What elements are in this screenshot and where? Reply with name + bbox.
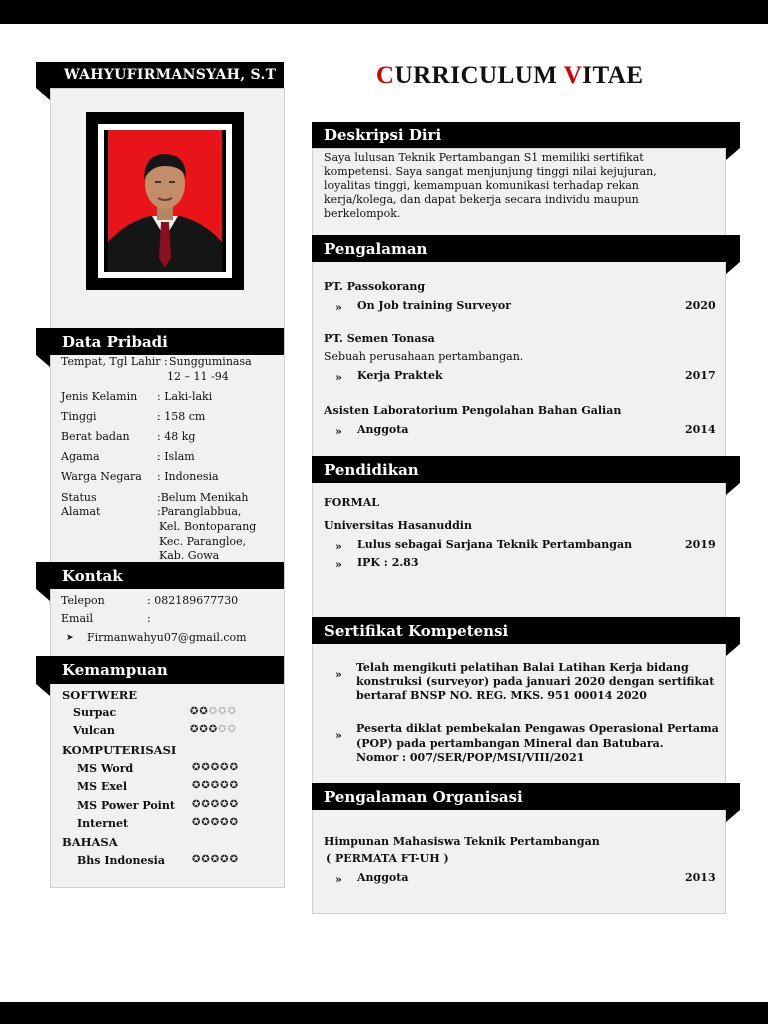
rating-star-icon: ✪ bbox=[220, 817, 230, 828]
rating-vulcan bbox=[190, 724, 237, 735]
tinggi-value: : 158 cm bbox=[157, 410, 206, 423]
rating-star-icon: ✪ bbox=[218, 706, 228, 717]
section-header-deskripsi: Deskripsi Diri bbox=[312, 122, 740, 148]
rating-star-icon: ✪ bbox=[192, 854, 202, 865]
deskripsi-line-3: loyalitas tinggi, kemampuan komunikasi terhadap rekan bbox=[324, 179, 639, 192]
rating-star-icon: ✪ bbox=[227, 724, 237, 735]
bullet-icon: » bbox=[335, 668, 342, 681]
rating-star-icon: ✪ bbox=[220, 762, 230, 773]
exp-desc-2: Sebuah perusahaan pertambangan. bbox=[324, 350, 524, 363]
rating-star-icon: ✪ bbox=[199, 706, 209, 717]
rating-star-icon: ✪ bbox=[220, 854, 230, 865]
exp-company-1: PT. Passokorang bbox=[324, 280, 426, 293]
rating-surpac bbox=[190, 706, 237, 717]
rating-msppt bbox=[192, 799, 239, 810]
deskripsi-line-4: kerja/kolega, dan dapat bekerja secara individu maupun bbox=[324, 193, 639, 206]
rating-star-icon: ✪ bbox=[201, 817, 211, 828]
rating-star-icon: ✪ bbox=[201, 780, 211, 791]
telepon-label: Telepon bbox=[61, 594, 105, 607]
section-header-organisasi: Pengalaman Organisasi bbox=[312, 783, 740, 810]
bottom-band bbox=[0, 1002, 768, 1024]
ttl-date: 12 – 11 -94 bbox=[167, 370, 229, 383]
ttl-label: Tempat, Tgl Lahir : bbox=[61, 355, 168, 368]
edu-institution: Universitas Hasanuddin bbox=[324, 519, 472, 532]
org-name: Himpunan Mahasiswa Teknik Pertambangan bbox=[324, 835, 600, 848]
rating-star-icon: ✪ bbox=[210, 817, 221, 828]
edu-year: 2019 bbox=[685, 538, 716, 551]
rating-star-icon: ✪ bbox=[201, 762, 211, 773]
rating-msexel bbox=[192, 780, 239, 791]
rating-star-icon: ✪ bbox=[220, 799, 230, 810]
section-header-kontak: Kontak bbox=[36, 562, 284, 589]
email-value[interactable]: Firmanwahyu07@gmail.com bbox=[87, 631, 247, 644]
rating-star-icon: ✪ bbox=[199, 724, 209, 735]
email-colon: : bbox=[147, 612, 151, 625]
bullet-icon: » bbox=[335, 425, 342, 438]
name-header bbox=[36, 62, 284, 88]
exp-role-1: On Job training Surveyor bbox=[357, 299, 511, 312]
cert-1-line-3: bertaraf BNSP NO. REG. MKS. 951 00014 2020 bbox=[356, 689, 647, 702]
section-header-data-pribadi: Data Pribadi bbox=[36, 328, 284, 355]
fold-corner bbox=[36, 589, 50, 601]
deskripsi-line-5: berkelompok. bbox=[324, 207, 401, 220]
rating-star-icon: ✪ bbox=[192, 817, 202, 828]
rating-star-icon: ✪ bbox=[220, 780, 230, 791]
email-label: Email bbox=[61, 612, 94, 625]
edu-degree: Lulus sebagai Sarjana Teknik Pertambangan bbox=[357, 538, 633, 551]
section-header-kemampuan: Kemampuan bbox=[36, 656, 284, 684]
skill-group-komputerisasi: KOMPUTERISASI bbox=[62, 743, 177, 757]
top-band bbox=[0, 0, 768, 24]
rating-msword bbox=[192, 762, 239, 773]
bullet-icon: » bbox=[335, 729, 342, 742]
alamat-line-1: :Paranglabbua, bbox=[157, 505, 242, 518]
wn-label: Warga Negara bbox=[61, 470, 142, 483]
exp-role-2: Kerja Praktek bbox=[357, 369, 443, 382]
page-title: CURRICULUM VITAE bbox=[376, 62, 644, 89]
exp-year-3: 2014 bbox=[685, 423, 716, 436]
fold-corner bbox=[726, 644, 740, 656]
alamat-line-3: Kec. Parangloe, bbox=[159, 535, 247, 548]
exp-company-3: Asisten Laboratorium Pengolahan Bahan Galian bbox=[324, 404, 622, 417]
rating-star-icon: ✪ bbox=[229, 799, 239, 810]
rating-star-icon: ✪ bbox=[192, 780, 202, 791]
tinggi-label: Tinggi bbox=[61, 410, 97, 423]
agama-value: : Islam bbox=[157, 450, 195, 463]
cert-1-line-2: konstruksi (surveyor) pada januari 2020 dengan sertifikat bbox=[356, 675, 715, 688]
deskripsi-line-1: Saya lulusan Teknik Pertambangan S1 memiliki sertifikat bbox=[324, 151, 644, 164]
skill-surpac: Surpac bbox=[73, 706, 117, 719]
skill-msexel: MS Exel bbox=[77, 780, 128, 793]
section-header-pengalaman: Pengalaman bbox=[312, 235, 740, 262]
ttl-value: Sungguminasa bbox=[169, 355, 252, 368]
alamat-line-2: Kel. Bontoparang bbox=[159, 520, 257, 533]
rating-star-icon: ✪ bbox=[229, 817, 239, 828]
jk-value: : Laki-laki bbox=[157, 390, 213, 403]
fold-corner bbox=[726, 810, 740, 822]
cert-1-line-1: Telah mengikuti pelatihan Balai Latihan Kerja bidang bbox=[356, 661, 689, 674]
rating-star-icon: ✪ bbox=[201, 799, 211, 810]
rating-star-icon: ✪ bbox=[210, 854, 221, 865]
berat-label: Berat badan bbox=[61, 430, 130, 443]
fold-corner bbox=[36, 88, 50, 100]
skill-vulcan: Vulcan bbox=[73, 724, 115, 737]
section-header-sertifikat: Sertifikat Kompetensi bbox=[312, 617, 740, 644]
agama-label: Agama bbox=[61, 450, 100, 463]
alamat-label: Alamat bbox=[61, 505, 101, 518]
rating-star-icon: ✪ bbox=[229, 854, 239, 865]
edu-ipk: IPK : 2.83 bbox=[357, 556, 419, 569]
rating-star-icon: ✪ bbox=[218, 724, 228, 735]
rating-star-icon: ✪ bbox=[210, 780, 221, 791]
exp-role-3: Anggota bbox=[357, 423, 409, 436]
deskripsi-line-2: kompetensi. Saya sangat menjunjung tinggi nilai kejujuran, bbox=[324, 165, 657, 178]
rating-star-icon: ✪ bbox=[208, 724, 219, 735]
skill-msppt: MS Power Point bbox=[77, 799, 175, 812]
org-role: Anggota bbox=[357, 871, 409, 884]
telepon-value: : 082189677730 bbox=[147, 594, 239, 607]
exp-year-2: 2017 bbox=[685, 369, 716, 382]
fold-corner bbox=[36, 355, 50, 367]
bullet-icon: » bbox=[335, 558, 342, 571]
edu-type: FORMAL bbox=[324, 496, 379, 509]
rating-internet bbox=[192, 817, 239, 828]
rating-bhsindo bbox=[192, 854, 239, 865]
rating-star-icon: ✪ bbox=[229, 762, 239, 773]
rating-star-icon: ✪ bbox=[190, 724, 200, 735]
skill-msword: MS Word bbox=[77, 762, 134, 775]
section-header-pendidikan: Pendidikan bbox=[312, 456, 740, 483]
cert-2-line-3: Nomor : 007/SER/POP/MSI/VIII/2021 bbox=[356, 751, 585, 764]
rating-star-icon: ✪ bbox=[229, 780, 239, 791]
rating-star-icon: ✪ bbox=[190, 706, 200, 717]
rating-star-icon: ✪ bbox=[210, 762, 221, 773]
bullet-icon: » bbox=[335, 371, 342, 384]
fold-corner bbox=[726, 262, 740, 274]
bullet-icon: » bbox=[335, 873, 342, 886]
rating-star-icon: ✪ bbox=[210, 799, 221, 810]
rating-star-icon: ✪ bbox=[192, 799, 202, 810]
alamat-line-4: Kab. Gowa bbox=[159, 549, 220, 562]
bullet-icon: » bbox=[335, 301, 342, 314]
exp-year-1: 2020 bbox=[685, 299, 716, 312]
skill-group-softwere: SOFTWERE bbox=[62, 688, 138, 702]
cert-2-line-2: (POP) pada pertambangan Mineral dan Batubara. bbox=[356, 737, 664, 750]
rating-star-icon: ✪ bbox=[201, 854, 211, 865]
rating-star-icon: ✪ bbox=[192, 762, 202, 773]
fold-corner bbox=[36, 684, 50, 696]
org-sub: ( PERMATA FT-UH ) bbox=[326, 852, 449, 865]
skill-group-bahasa: BAHASA bbox=[62, 835, 118, 849]
bullet-icon: » bbox=[335, 540, 342, 553]
exp-company-2: PT. Semen Tonasa bbox=[324, 332, 435, 345]
name: WAHYUFIRMANSYAH, S.T bbox=[64, 67, 277, 83]
jk-label: Jenis Kelamin bbox=[61, 390, 138, 403]
rating-star-icon: ✪ bbox=[208, 706, 219, 717]
fold-corner bbox=[726, 483, 740, 495]
skill-bhsindo: Bhs Indonesia bbox=[77, 854, 165, 867]
berat-value: : 48 kg bbox=[157, 430, 196, 443]
avatar bbox=[108, 130, 222, 272]
arrow-icon: ➤ bbox=[66, 633, 74, 643]
org-year: 2013 bbox=[685, 871, 716, 884]
cert-2-line-1: Peserta diklat pembekalan Pengawas Operasional Pertama bbox=[356, 722, 719, 735]
status-value: :Belum Menikah bbox=[157, 491, 249, 504]
skill-internet: Internet bbox=[77, 817, 129, 830]
photo-frame bbox=[86, 112, 244, 290]
rating-star-icon: ✪ bbox=[227, 706, 237, 717]
fold-corner bbox=[726, 148, 740, 160]
wn-value: : Indonesia bbox=[157, 470, 219, 483]
status-label: Status bbox=[61, 491, 97, 504]
